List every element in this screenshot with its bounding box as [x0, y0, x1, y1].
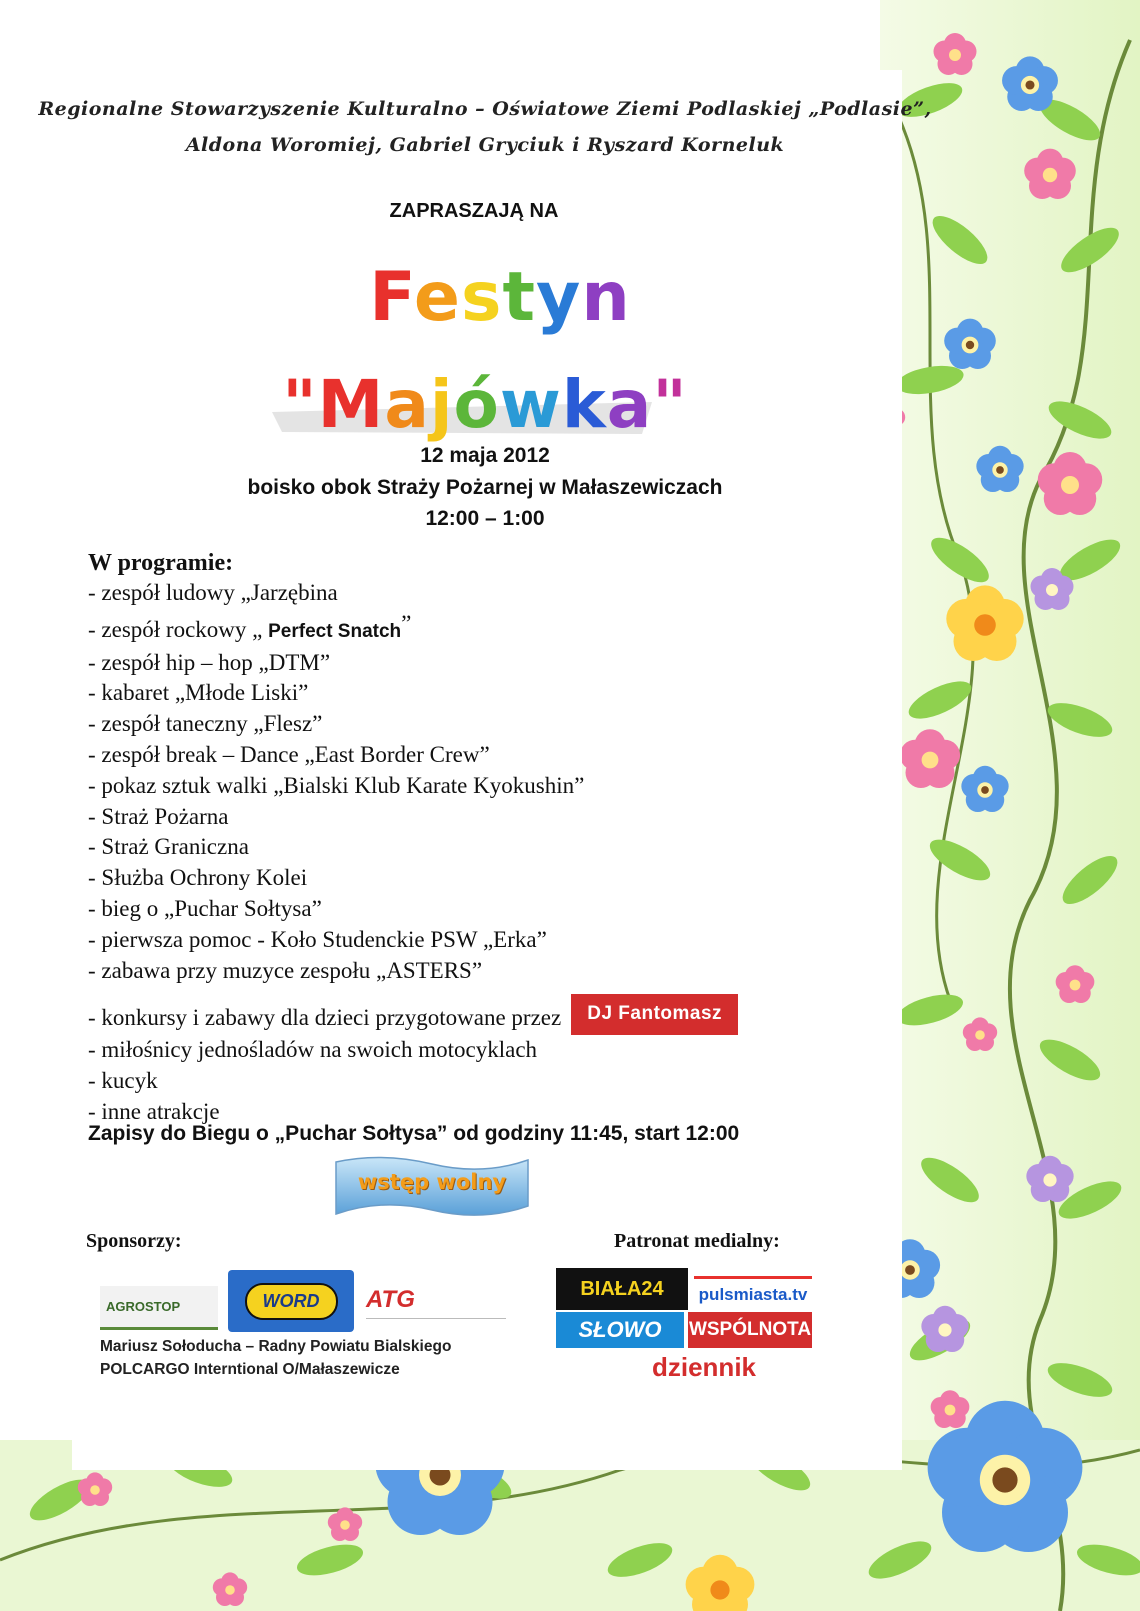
title-letter: a [606, 366, 653, 443]
organizer-line-1: Regionalne Stowarzyszenie Kulturalno – Oświatowe Ziemi Podlaskiej „Podlasie”, [38, 98, 932, 120]
title-letter: y [536, 258, 582, 337]
wspolnota-logo: WSPÓLNOTA [688, 1312, 812, 1348]
title-letter: n [581, 258, 631, 337]
title-letter: e [413, 258, 462, 337]
program-item: - Służba Ochrony Kolei [88, 865, 308, 891]
program-item: - Straż Graniczna [88, 834, 249, 860]
program-item: - zabawa przy muzyce zespołu „ASTERS” [88, 957, 483, 983]
sponsors-label: Sponsorzy: [86, 1230, 182, 1252]
program-item: - inne atrakcje [88, 1098, 220, 1124]
program-list [88, 578, 738, 1128]
title-letter: j [429, 366, 454, 443]
title-letter: ó [453, 366, 500, 443]
program-item [88, 609, 738, 648]
title-letter: t [502, 258, 537, 337]
title-letter: a [384, 366, 430, 443]
media-patronage-label: Patronat medialny: [614, 1230, 780, 1252]
slowo-podlasia-logo: SŁOWO [556, 1312, 684, 1348]
program-heading: W programie: [88, 550, 234, 576]
rock-band-name: Perfect Snatch [268, 620, 402, 642]
title-letter: w [499, 366, 562, 443]
program-item: - zespół break – Dance „East Border Crew” [88, 741, 490, 767]
program-item [88, 994, 738, 1035]
majowka-title [0, 366, 970, 443]
program-item: - kucyk [88, 1067, 158, 1093]
atg-logo: ATG [366, 1282, 506, 1319]
program-item: - kabaret „Młode Liski” [88, 680, 309, 706]
title-letter: " [652, 366, 688, 443]
pulsmiasta-logo: pulsmiasta.tv [694, 1276, 812, 1311]
word-logo [228, 1270, 354, 1332]
event-date: 12 maja 2012 [420, 444, 550, 467]
program-item: - zespół hip – hop „DTM” [88, 649, 331, 675]
program-item-text: - konkursy i zabawy dla dzieci przygotowane przez [88, 1005, 562, 1031]
biala24-logo: BIAŁA24 [556, 1268, 688, 1310]
program-item: - zespół ludowy „Jarzębina [88, 580, 338, 605]
dj-fantomasz-badge: DJ Fantomasz [571, 994, 738, 1035]
race-registration: Zapisy do Biegu o „Puchar Sołtysa” od godziny 11:45, start 12:00 [88, 1122, 740, 1145]
sponsor-line-2: POLCARGO Interntional O/Małaszewicze [100, 1361, 400, 1378]
rock-band-quote: ” [401, 610, 412, 636]
program-item: - pierwsza pomoc - Koło Studenckie PSW „Erka” [88, 926, 547, 952]
event-place: boisko obok Straży Pożarnej w Małaszewiczach [247, 476, 723, 499]
program-item: - miłośnicy jednośladów na swoich motocyklach [88, 1037, 538, 1063]
program-section [88, 548, 738, 1128]
title-letter: F [369, 258, 414, 337]
organizer-line-2: Aldona Woromiej, Gabriel Gryciuk i Ryszard Korneluk [185, 134, 785, 156]
program-item-text: - zespół rockowy „ [88, 616, 269, 642]
festyn-title [0, 258, 1000, 337]
program-item: - zespół taneczny „Flesz” [88, 711, 323, 737]
agrostop-logo: AGROSTOP [100, 1286, 218, 1330]
title-letter: k [561, 366, 607, 443]
sponsor-line-1: Mariusz Sołoducha – Radny Powiatu Bialskiego [100, 1338, 452, 1355]
word-logo-text: WORD [245, 1283, 338, 1320]
program-item: - bieg o „Puchar Sołtysa” [88, 895, 322, 921]
event-time: 12:00 – 1:00 [425, 507, 545, 530]
title-letter: s [461, 258, 503, 337]
title-letter: M [317, 366, 385, 443]
free-entry-text: wstęp wolny [357, 1170, 507, 1194]
program-item: - pokaz sztuk walki „Bialski Klub Karate Kyokushin” [88, 772, 585, 798]
invite-text: ZAPRASZAJĄ NA [389, 200, 559, 222]
title-letter: " [282, 366, 318, 443]
dziennik-logo: dziennik [651, 1351, 756, 1382]
program-item: - Straż Pożarna [88, 803, 229, 829]
